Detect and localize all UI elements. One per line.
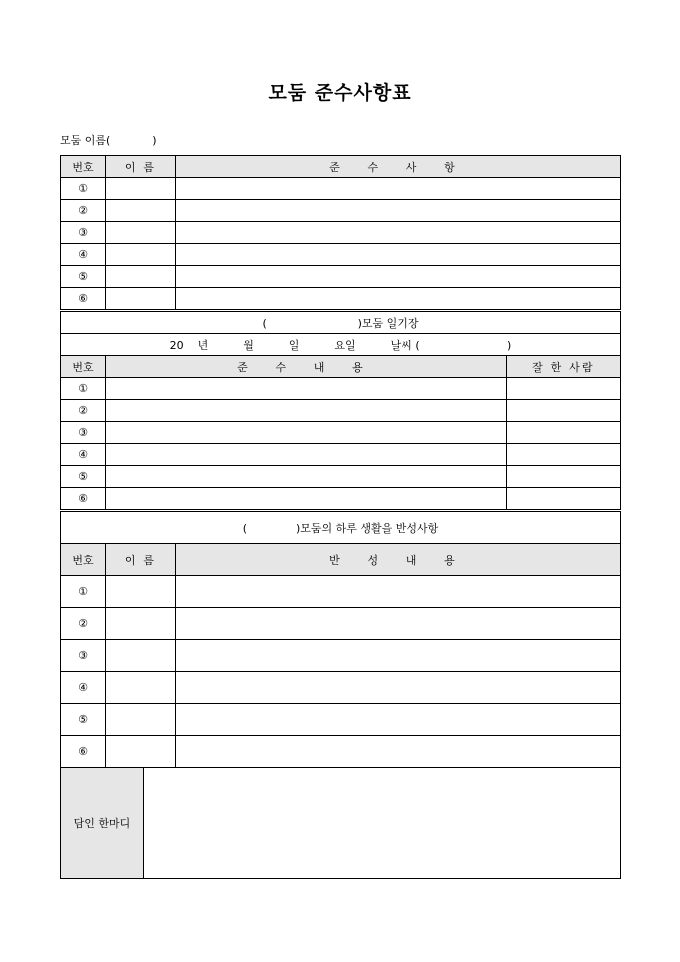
name-cell[interactable] <box>106 222 176 244</box>
reflection-header: 반 성 내 용 <box>176 544 621 576</box>
reflection-cell[interactable] <box>176 736 621 768</box>
rule-cell[interactable] <box>176 244 621 266</box>
content-cell[interactable] <box>106 466 507 488</box>
person-cell[interactable] <box>507 466 621 488</box>
reflection-cell[interactable] <box>176 608 621 640</box>
name-cell[interactable] <box>106 288 176 310</box>
name-cell[interactable] <box>106 244 176 266</box>
name-cell[interactable] <box>106 640 176 672</box>
teacher-comment-label: 담인 한마디 <box>61 768 144 879</box>
name-cell[interactable] <box>106 608 176 640</box>
row-number: ⑤ <box>61 266 106 288</box>
name-header: 이 름 <box>106 544 176 576</box>
row-number: ⑤ <box>61 466 106 488</box>
page-title: 모둠 준수사항표 <box>268 82 412 104</box>
row-number: ③ <box>61 422 106 444</box>
rule-cell[interactable] <box>176 288 621 310</box>
name-header: 이 름 <box>106 156 176 178</box>
good-person-header: 잘 한 사람 <box>507 356 621 378</box>
rule-cell[interactable] <box>176 200 621 222</box>
row-number: ① <box>61 178 106 200</box>
row-number: ⑥ <box>61 288 106 310</box>
name-cell[interactable] <box>106 576 176 608</box>
reflection-title: ( )모둠의 하루 생활을 반성사항 <box>61 512 621 544</box>
reflection-cell[interactable] <box>176 672 621 704</box>
content-header: 준 수 내 용 <box>106 356 507 378</box>
teacher-comment-table <box>60 767 621 879</box>
name-cell[interactable] <box>106 266 176 288</box>
person-cell[interactable] <box>507 488 621 510</box>
person-cell[interactable] <box>507 422 621 444</box>
content-cell[interactable] <box>106 422 507 444</box>
row-number: ④ <box>61 444 106 466</box>
person-cell[interactable] <box>507 444 621 466</box>
row-number: ② <box>61 608 106 640</box>
content-cell[interactable] <box>106 488 507 510</box>
row-number: ③ <box>61 222 106 244</box>
rules-table <box>60 155 621 310</box>
name-cell[interactable] <box>106 200 176 222</box>
row-number: ② <box>61 400 106 422</box>
content-cell[interactable] <box>106 378 507 400</box>
name-cell[interactable] <box>106 672 176 704</box>
reflection-table <box>60 511 621 768</box>
reflection-cell[interactable] <box>176 640 621 672</box>
reflection-cell[interactable] <box>176 576 621 608</box>
person-cell[interactable] <box>507 378 621 400</box>
row-number: ⑥ <box>61 488 106 510</box>
number-header: 번호 <box>61 356 106 378</box>
diary-date-line: 20 년 월 일 요일 날씨 ( ) <box>61 334 621 356</box>
number-header: 번호 <box>61 544 106 576</box>
content-cell[interactable] <box>106 400 507 422</box>
diary-table <box>60 311 621 510</box>
row-number: ④ <box>61 244 106 266</box>
rule-cell[interactable] <box>176 222 621 244</box>
name-cell[interactable] <box>106 704 176 736</box>
row-number: ③ <box>61 640 106 672</box>
rules-header: 준 수 사 항 <box>176 156 621 178</box>
row-number: ⑥ <box>61 736 106 768</box>
row-number: ⑤ <box>61 704 106 736</box>
group-name-label: 모둠 이름( ) <box>60 134 157 147</box>
row-number: ① <box>61 378 106 400</box>
name-cell[interactable] <box>106 178 176 200</box>
teacher-comment-area[interactable] <box>144 768 621 879</box>
row-number: ② <box>61 200 106 222</box>
row-number: ④ <box>61 672 106 704</box>
number-header: 번호 <box>61 156 106 178</box>
person-cell[interactable] <box>507 400 621 422</box>
reflection-cell[interactable] <box>176 704 621 736</box>
rule-cell[interactable] <box>176 178 621 200</box>
diary-title: ( )모둠 일기장 <box>61 312 621 334</box>
name-cell[interactable] <box>106 736 176 768</box>
row-number: ① <box>61 576 106 608</box>
rule-cell[interactable] <box>176 266 621 288</box>
content-cell[interactable] <box>106 444 507 466</box>
